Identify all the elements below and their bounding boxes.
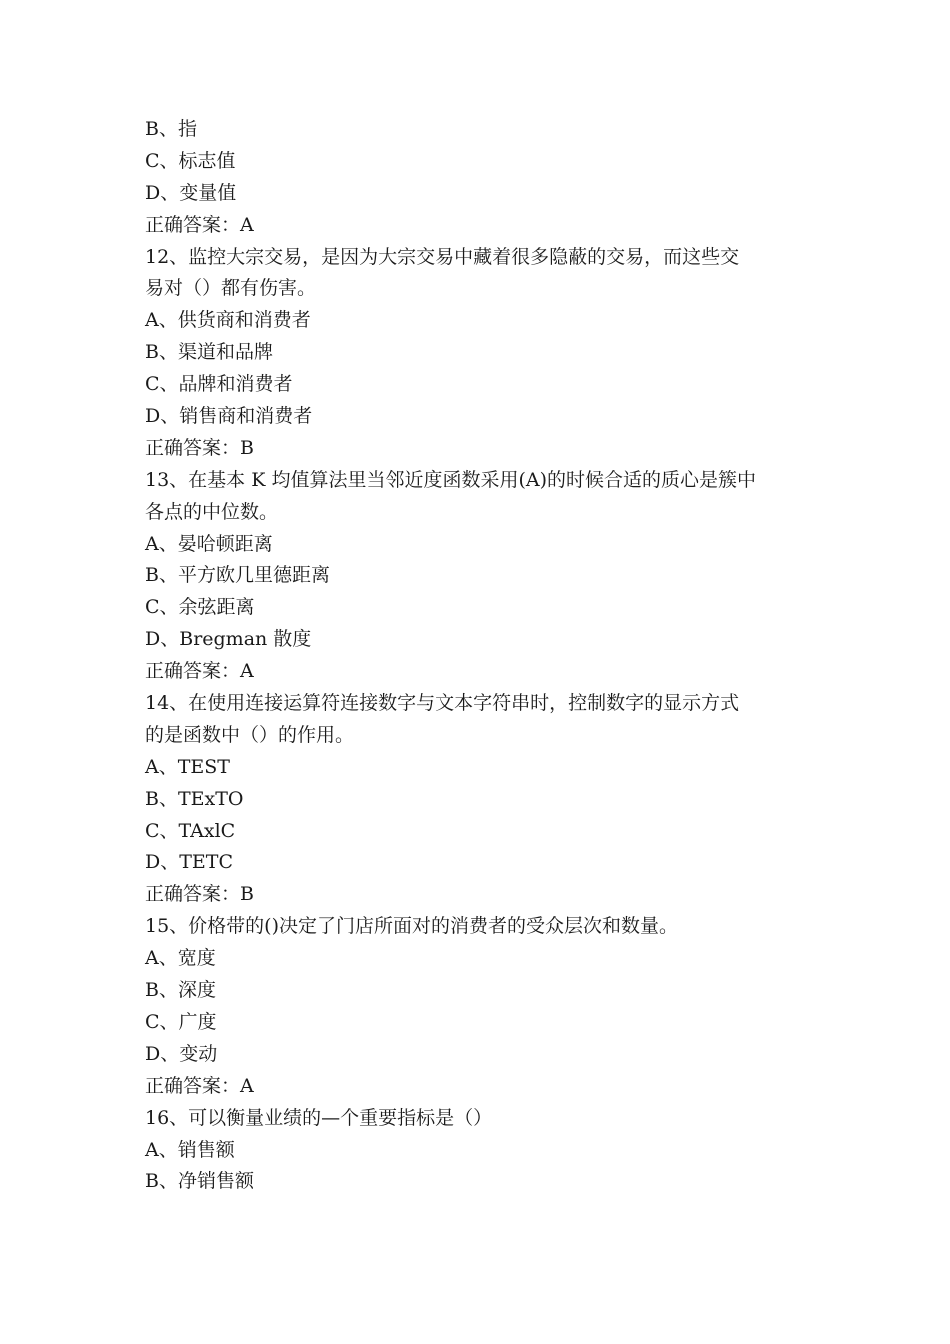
option-line: D、销售商和消费者 (145, 405, 313, 428)
question-line: 12、监控大宗交易，是因为大宗交易中藏着很多隐蔽的交易，而这些交 (145, 245, 740, 268)
question-line: 易对（）都有伤害。 (145, 277, 317, 300)
question-line: 14、在使用连接运算符连接数字与文本字符串时，控制数字的显示方式 (145, 692, 740, 715)
option-line: B、平方欧几里德距离 (145, 564, 330, 587)
option-line: C、余弦距离 (145, 596, 255, 619)
option-line: A、宽度 (145, 947, 216, 970)
option-line: A、TEST (145, 755, 230, 778)
question-line: 16、可以衡量业绩的—个重要指标是（） (145, 1106, 493, 1129)
option-line: B、净销售额 (145, 1170, 254, 1193)
option-line: B、深度 (145, 979, 216, 1002)
option-line: C、品牌和消费者 (145, 373, 293, 396)
answer-line: 正确答案：A (145, 660, 254, 683)
option-line: C、广度 (145, 1010, 217, 1033)
option-line: D、TETC (145, 851, 233, 874)
option-line: C、TAxlC (145, 819, 236, 842)
answer-line: 正确答案：B (145, 883, 254, 906)
question-line: 的是函数中（）的作用。 (145, 723, 355, 746)
answer-line: 正确答案：A (145, 213, 254, 236)
option-line: A、晏哈顿距离 (145, 532, 273, 555)
question-line: 13、在基本 K 均值算法里当邻近度函数采用(A)的时候合适的质心是簇中 (145, 468, 756, 491)
question-line: 15、价格带的()决定了门店所面对的消费者的受众层次和数量。 (145, 915, 679, 938)
option-line: A、销售额 (145, 1138, 235, 1161)
option-line: A、供货商和消费者 (145, 309, 311, 332)
option-line: B、指 (145, 118, 197, 140)
option-line: C、标志值 (145, 149, 236, 172)
option-line: B、TExTO (145, 787, 244, 810)
option-line: D、变量值 (145, 181, 237, 204)
question-text-block (145, 114, 810, 1198)
answer-line: 正确答案：A (145, 1074, 254, 1097)
option-line: B、渠道和品牌 (145, 341, 273, 364)
option-line: D、Bregman 散度 (145, 628, 312, 651)
question-line: 各点的中位数。 (145, 500, 279, 523)
option-line: D、变动 (145, 1042, 218, 1065)
answer-line: 正确答案：B (145, 436, 254, 459)
